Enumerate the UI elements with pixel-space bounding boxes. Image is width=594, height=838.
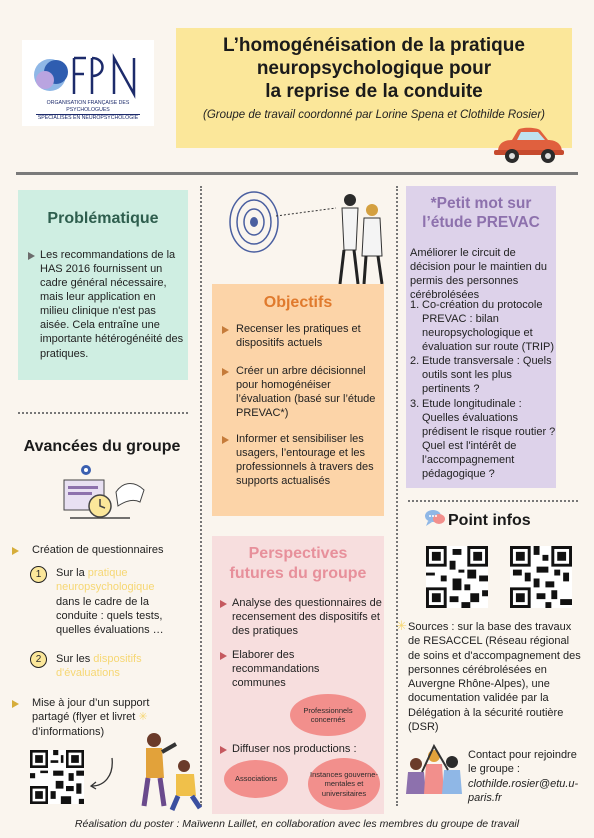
prevac-title-line2: l’étude PREVAC [422,214,540,232]
poster-title [176,34,572,104]
bullet-icon [220,652,227,660]
sub1-prefix: Sur la [56,567,88,579]
qr-code-icon[interactable] [30,750,84,804]
bubble-associations: Associations [224,760,288,798]
avancees-sub2 [56,652,176,681]
list-text: Etude longitudinale : Quelles évaluations prédisent le risque routier ? Quel est l'intérêt de l’accompagnement pédagogique ? [422,397,556,480]
perspectives-panel [212,536,384,814]
arrow-icon [88,756,114,790]
footer-credit: Réalisation du poster : Maïwenn Laillet, en collaboration avec les membres du groupe de travail [74,818,520,830]
bullet-icon [12,547,19,555]
problematique-title: Problématique [47,210,159,227]
objectifs-panel [212,284,384,516]
bullet-icon [222,326,229,334]
prevac-intro: Améliorer le circuit de décision pour le maintien du permis des personnes cérébrolésées [410,247,547,302]
ffpn-logo [22,40,154,126]
column-divider-left [200,186,202,806]
title-line-2: neuropsychologique pour [256,58,492,80]
problematique-text: Les recommandations de la HAS 2016 fournissent un cadre général nécessaire, mais leur application en milieu clinique n'est pas aisée. Cela entraîne une importante hétérogénéité des pratiques. [40,249,184,360]
list-number: 3. [410,397,420,410]
bullet-icon [220,600,227,608]
bubble-professionnels: Professionnels concernés [290,694,366,736]
chat-bubble-icon [424,508,446,528]
qr-code-icon[interactable] [426,546,488,608]
section-divider-right [408,500,578,502]
list-text: Co-création du protocole PREVAC : bilan neuropsychologique et évaluation sur route (TRIP) [422,299,555,354]
title-line-3: la reprise de la conduite [265,81,483,103]
support-text: Mise à jour d’un support partagé (flyer et livret [32,697,150,724]
target-illustration-icon [226,186,386,286]
perspectives-title-line2: futures du groupe [229,565,367,582]
perspectives-title-line1: Perspectives [248,545,348,562]
logo-org-line1: ORGANISATION FRANÇAISE DES PSYCHOLOGUES [46,100,130,113]
qr-code-icon[interactable] [510,546,572,608]
logo-org-line2: SPÉCIALISÉS EN NEUROPSYCHOLOGIE [37,114,139,121]
point-infos-title: Point infos [448,512,531,529]
objectif-item: Recenser les pratiques et dispositifs actuels [236,323,361,350]
list-number: 2. [410,355,420,368]
column-divider-right [396,186,398,806]
list-text: Etude transversale : Quels outils sont les plus pertinents ? [422,355,552,396]
support-text-end: d’informations) [32,725,105,738]
list-number: 1. [410,299,420,311]
avancees-creation: Création de questionnaires [32,544,164,556]
perspective-item: Diffuser nos productions : [232,743,357,755]
list-item [410,354,556,396]
sources-text: Sources : sur la base des travaux de RESACCEL (Réseau régional de soins et d'accompagnement des personnes cérébrolésées en Auvergne Rhône-Alpes), une documentation validée par la Délégation à la sécurité routière (DSR) [408,621,581,734]
sub2-prefix: Sur les [56,653,94,665]
bullet-icon [222,368,229,376]
prevac-list [410,298,556,481]
bullet-icon [12,700,19,708]
prevac-title [406,194,556,233]
car-icon [490,120,566,168]
contact-label: Contact pour rejoindre le groupe : [468,749,577,776]
bullet-icon [220,746,227,754]
bubble-instances: Instances gouverne-mentales et universitaires [308,758,380,810]
explorers-illustration-icon [136,730,206,814]
number-badge: 2 [30,651,47,668]
perspective-item: Analyse des questionnaires de recensement des dispositifs et des pratiques [232,597,382,638]
problematique-panel [18,190,188,380]
objectif-item: Créer un arbre décisionnel pour homogénéiser l’évaluation (basé sur l’étude PREVAC*) [236,365,376,420]
sub1-suffix: dans le cadre de la conduite : quels tests, quelles évaluations … [56,595,164,637]
contact-block [468,748,584,805]
avancees-sub1 [56,566,176,637]
prevac-title-line1: *Petit mot sur [430,195,532,212]
team-illustration-icon [404,742,466,794]
sub1-highlight: pratique neuropsychologique [56,567,155,594]
poster-subtitle: (Groupe de travail coordonné par Lorine Spena et Clothilde Rosier) [202,109,545,121]
contact-email[interactable]: clothilde.rosier@etu.u-paris.fr [468,777,579,804]
avancees-title: Avancées du groupe [23,438,181,455]
bullet-icon [222,436,229,444]
prevac-panel [406,186,556,488]
perspectives-title [212,544,384,584]
list-item [410,397,556,481]
title-line-1: L’homogénéisation de la pratique [223,35,525,56]
number-badge: 1 [30,566,47,583]
bullet-icon [28,252,35,260]
asterisk-icon: ✳ [396,618,407,633]
sub2-highlight: dispositifs d'évaluations [56,653,142,680]
objectifs-title: Objectifs [263,294,333,311]
asterisk-icon: ✳ [135,711,148,724]
header-divider [16,172,578,175]
list-item [410,298,556,354]
ffpn-logo-icon [28,50,148,100]
progress-illustration-icon [60,462,150,528]
objectif-item: Informer et sensibiliser les usagers, l’entourage et les professionnels à travers des supports actualisés [236,433,374,488]
section-divider [18,412,188,414]
perspective-item: Elaborer des recommandations communes [232,649,320,690]
